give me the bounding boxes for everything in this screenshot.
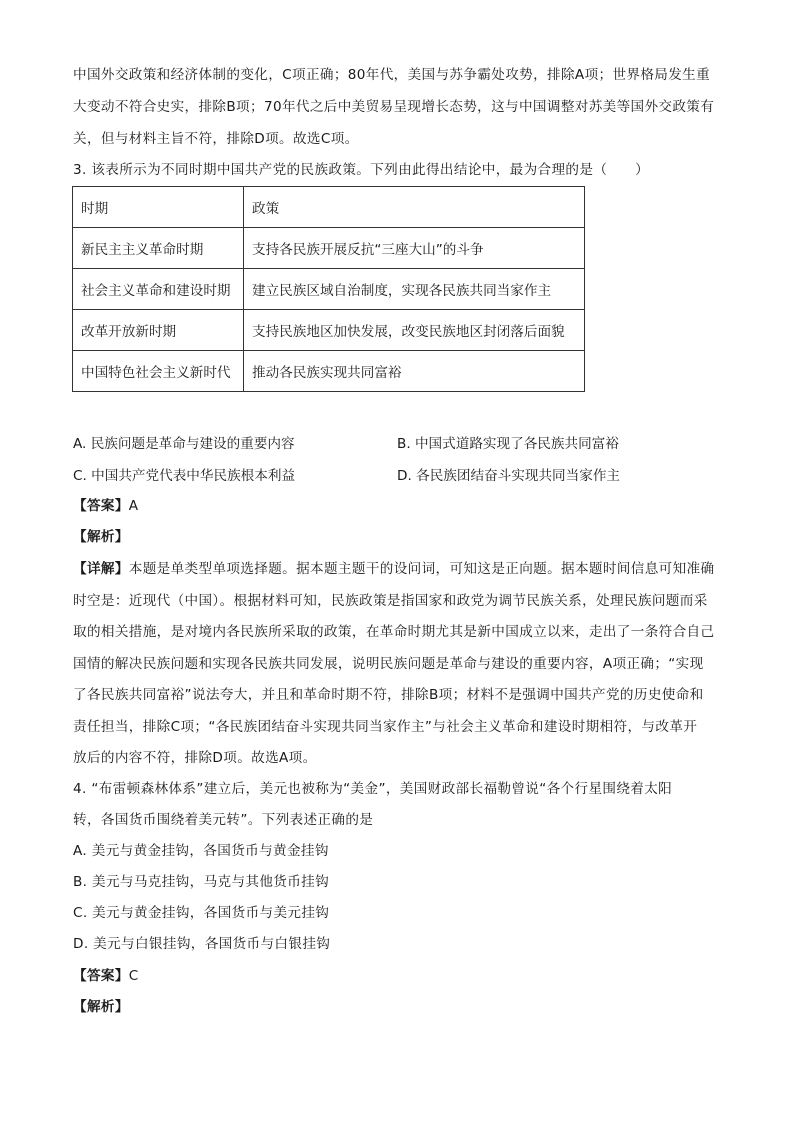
q4-option-d: D. 美元与白银挂钩，各国货币与白银挂钩 bbox=[73, 936, 331, 952]
q3-stem: 3. 该表所示为不同时期中国共产党的民族政策。下列由此得出结论中，最为合理的是（ ） bbox=[73, 162, 650, 178]
answer-label: 【答案】 bbox=[73, 498, 129, 514]
q3-option-a: A. 民族问题是革命与建设的重要内容 bbox=[73, 436, 295, 452]
q4-option-c: C. 美元与黄金挂钩，各国货币与美元挂钩 bbox=[73, 905, 330, 921]
q4-analysis-label: 【解析】 bbox=[73, 999, 129, 1015]
q2-analysis-line: 大变动不符合史实，排除B项；70年代之后中美贸易呈现增长态势，这与中国调整对苏美等国外交政策有 bbox=[73, 99, 715, 115]
table-cell-policy: 支持民族地区加快发展，改变民族地区封闭落后面貌 bbox=[244, 310, 585, 351]
answer-label: 【答案】 bbox=[73, 968, 129, 984]
answer-value: C bbox=[128, 968, 139, 984]
q3-option-b: B. 中国式道路实现了各民族共同富裕 bbox=[397, 436, 619, 452]
answer-value: A bbox=[128, 498, 139, 514]
table-cell-policy: 建立民族区域自治制度，实现各民族共同当家作主 bbox=[244, 269, 585, 310]
table-cell-period: 改革开放新时期 bbox=[73, 310, 244, 351]
detail-label: 【详解】 bbox=[73, 561, 129, 577]
table-header-row bbox=[73, 187, 585, 228]
q3-option-d: D. 各民族团结奋斗实现共同当家作主 bbox=[397, 468, 621, 484]
q3-option-c: C. 中国共产党代表中华民族根本利益 bbox=[73, 468, 296, 484]
table-row bbox=[73, 351, 585, 392]
q3-detail-line: 国情的解决民族问题和实现各民族共同发展，说明民族问题是革命与建设的重要内容，A项正确；“实现 bbox=[73, 656, 704, 672]
q4-stem-line: 4. “布雷顿森林体系”建立后，美元也被称为“美金”，美国财政部长福勒曾说“各个行星围绕着太阳 bbox=[73, 781, 673, 797]
q3-answer bbox=[73, 496, 138, 516]
table-header-period: 时期 bbox=[73, 187, 244, 228]
q3-detail-line: 放后的内容不符，排除D项。故选A项。 bbox=[73, 750, 317, 766]
q4-option-a: A. 美元与黄金挂钩，各国货币与黄金挂钩 bbox=[73, 843, 329, 859]
table-cell-policy: 支持各民族开展反抗“三座大山”的斗争 bbox=[244, 228, 585, 269]
policy-table bbox=[72, 186, 585, 392]
q2-analysis-line: 中国外交政策和经济体制的变化，C项正确；80年代，美国与苏争霸处攻势，排除A项；世界格局发生重 bbox=[73, 67, 711, 83]
table-cell-period: 社会主义革命和建设时期 bbox=[73, 269, 244, 310]
q4-stem-line: 转，各国货币围绕着美元转”。下列表述正确的是 bbox=[73, 812, 374, 828]
table-row bbox=[73, 228, 585, 269]
table-row bbox=[73, 310, 585, 351]
table-cell-period: 新民主主义革命时期 bbox=[73, 228, 244, 269]
q2-analysis-line: 关，但与材料主旨不符，排除D项。故选C项。 bbox=[73, 131, 359, 147]
q3-detail-line: 取的相关措施，是对境内各民族所采取的政策，在革命时期尤其是新中国成立以来，走出了一条符合自己 bbox=[73, 624, 715, 640]
q3-analysis-label: 【解析】 bbox=[73, 529, 129, 545]
table-cell-period: 中国特色社会主义新时代 bbox=[73, 351, 244, 392]
table-cell-policy: 推动各民族实现共同富裕 bbox=[244, 351, 585, 392]
q4-answer bbox=[73, 966, 139, 986]
detail-text: 本题是单类型单项选择题。据本题主题干的设问词，可知这是正向题。据本题时间信息可知准确 bbox=[128, 561, 715, 577]
q4-option-b: B. 美元与马克挂钩，马克与其他货币挂钩 bbox=[73, 874, 330, 890]
q3-detail-line bbox=[73, 559, 714, 579]
table-row bbox=[73, 269, 585, 310]
q3-detail-line: 时空是：近现代（中国）。根据材料可知，民族政策是指国家和政党为调节民族关系，处理民族问题而采 bbox=[73, 593, 708, 609]
q3-detail-line: 责任担当，排除C项；“各民族团结奋斗实现共同当家作主”与社会主义革命和建设时期相符，与改革开 bbox=[73, 719, 698, 735]
table-header-policy: 政策 bbox=[244, 187, 585, 228]
q3-detail-line: 了各民族共同富裕”说法夸大，并且和革命时期不符，排除B项；材料不是强调中国共产党的历史使命和 bbox=[73, 687, 704, 703]
